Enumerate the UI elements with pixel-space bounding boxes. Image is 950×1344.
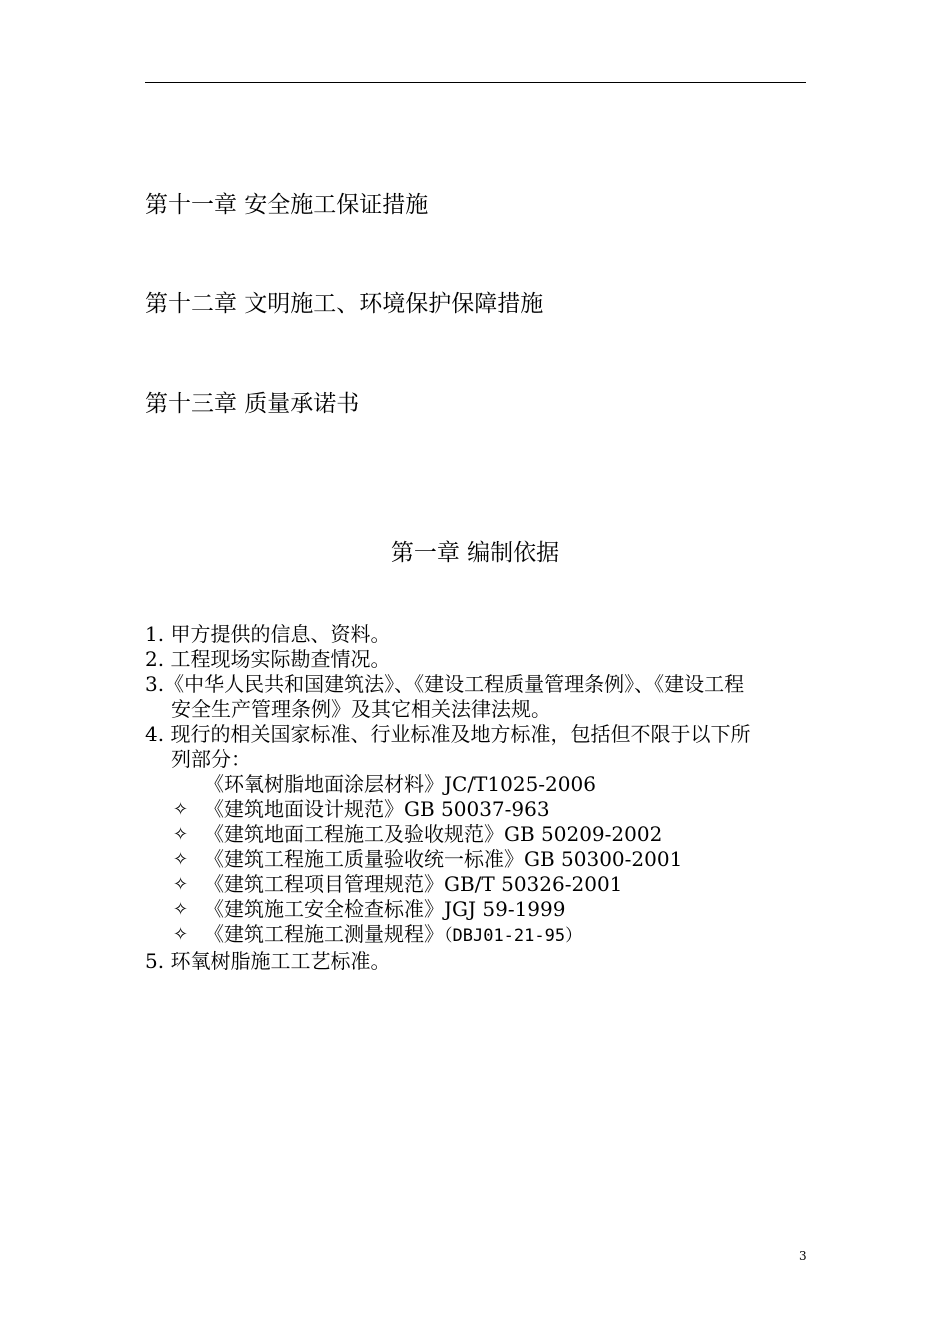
standard-item — [145, 772, 815, 797]
standard-item — [145, 922, 815, 949]
diamond-bullet-icon: ✧ — [173, 849, 189, 870]
diamond-bullet-icon: ✧ — [173, 799, 189, 820]
list-item-3-line-2: 安全生产管理条例》及其它相关法律法规。 — [171, 697, 551, 721]
standard-code: （DBJ01-21-95） — [444, 926, 583, 946]
toc-entry-chapter-13: 第十三章 质量承诺书 — [145, 391, 360, 417]
header-rule — [145, 82, 806, 83]
chapter-title: 第一章 编制依据 — [390, 540, 560, 566]
standard-text: 《建筑工程施工测量规程》 — [204, 922, 444, 946]
standard-text: 《环氧树脂地面涂层材料》JC/T1025-2006 — [204, 772, 596, 796]
list-item-4-line-2: 列部分： — [171, 747, 251, 771]
standard-item — [145, 797, 815, 822]
page-number: 3 — [799, 1249, 807, 1263]
standard-text: 《建筑工程施工质量验收统一标准》GB 50300-2001 — [204, 847, 683, 871]
toc-entry-chapter-12: 第十二章 文明施工、环境保护保障措施 — [145, 291, 544, 317]
standard-text: 《建筑地面设计规范》GB 50037-963 — [204, 797, 550, 821]
standard-item — [145, 847, 815, 872]
list-item-3-line-1: 3.《中华人民共和国建筑法》、《建设工程质量管理条例》、《建设工程 — [145, 672, 745, 696]
diamond-bullet-icon: ✧ — [173, 824, 189, 845]
list-item-1: 1. 甲方提供的信息、资料。 — [145, 622, 391, 646]
standard-item — [145, 822, 815, 847]
standard-item — [145, 897, 815, 922]
toc-entry-chapter-11: 第十一章 安全施工保证措施 — [145, 192, 429, 218]
standard-text: 《建筑地面工程施工及验收规范》GB 50209-2002 — [204, 822, 663, 846]
list-item-5: 5. 环氧树脂施工工艺标准。 — [145, 949, 391, 973]
list-item-4-line-1: 4. 现行的相关国家标准、行业标准及地方标准，包括但不限于以下所 — [145, 722, 751, 746]
diamond-bullet-icon: ✧ — [173, 874, 189, 895]
basis-list — [145, 622, 815, 974]
diamond-bullet-icon: ✧ — [173, 924, 189, 945]
diamond-bullet-icon: ✧ — [173, 899, 189, 920]
standard-item — [145, 872, 815, 897]
standard-text: 《建筑工程项目管理规范》GB/T 50326-2001 — [204, 872, 623, 896]
standard-text: 《建筑施工安全检查标准》JGJ 59-1999 — [204, 897, 566, 921]
list-item-2: 2. 工程现场实际勘查情况。 — [145, 647, 391, 671]
